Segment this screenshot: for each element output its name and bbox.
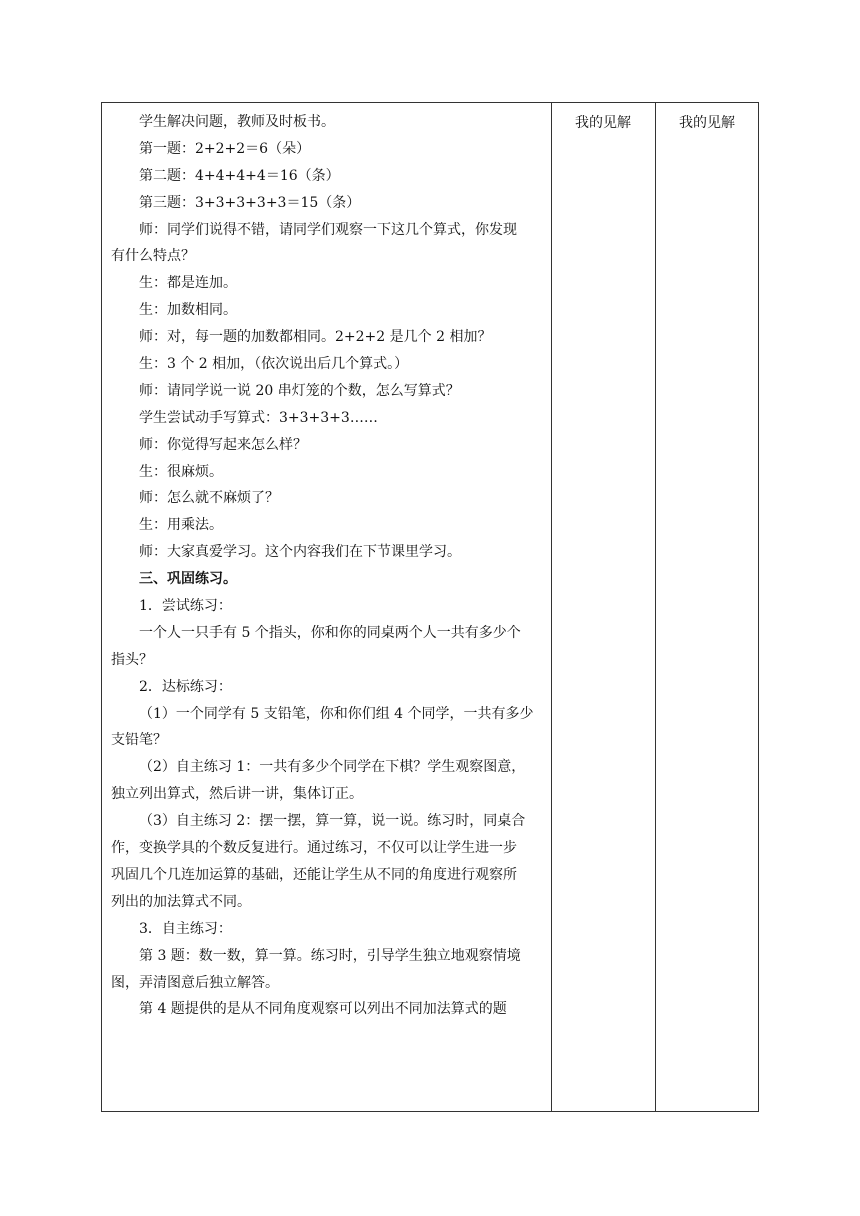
text-line: 生：很麻烦。 [139,463,223,480]
text-line: 学生尝试动手写算式：3+3+3+3…… [139,409,378,426]
text-line: 第 3 题：数一数，算一算。练习时，引导学生独立地观察情境 [139,947,521,964]
text-line: 生：加数相同。 [139,302,237,319]
opinion-column-header: 我的见解 [575,115,631,131]
text-line: 3．自主练习： [139,920,232,937]
text-line: 独立列出算式，然后讲一讲，集体订正。 [111,786,363,803]
text-line: 一个人一只手有 5 个指头，你和你的同桌两个人一共有多少个 [139,624,521,641]
text-line: 第二题：4+4+4+4＝16（条） [139,167,340,184]
text-line: 1．尝试练习： [139,598,232,615]
text-line: 学生解决问题，教师及时板书。 [139,114,335,130]
text-line: 支铅笔？ [111,732,167,749]
lesson-table [101,102,759,1112]
text-line: 第三题：3+3+3+3+3＝15（条） [139,194,361,211]
lesson-content [102,103,551,1026]
text-line: 第 4 题提供的是从不同角度观察可以列出不同加法算式的题 [139,1001,507,1018]
text-line: （1）一个同学有 5 支铅笔，你和你们组 4 个同学，一共有多少 [139,705,534,722]
text-line: 师：同学们说得不错，请同学们观察一下这几个算式，你发现 [139,221,517,238]
text-line: （2）自主练习 1：一共有多少个同学在下棋？学生观察图意， [139,759,526,776]
text-line: （3）自主练习 2：摆一摆，算一算，说一说。练习时，同桌合 [139,813,526,830]
text-line: 列出的加法算式不同。 [111,893,251,910]
column-divider [551,103,552,1111]
text-line: 作，变换学具的个数反复进行。通过练习，不仅可以让学生进一步 [111,840,517,857]
section-heading: 三、巩固练习。 [139,571,237,588]
text-line: 师：请同学说一说 20 串灯笼的个数，怎么写算式？ [139,382,460,399]
text-line: 生：3 个 2 相加，（依次说出后几个算式。） [139,356,409,373]
text-line: 师：大家真爱学习。这个内容我们在下节课里学习。 [139,544,461,561]
text-line: 图，弄清图意后独立解答。 [111,974,279,991]
opinion-column-header: 我的见解 [679,115,735,131]
text-line: 2．达标练习： [139,678,232,695]
text-line: 师：怎么就不麻烦了？ [139,490,279,507]
text-line: 师：对，每一题的加数都相同。2+2+2 是几个 2 相加？ [139,329,492,346]
text-line: 第一题：2+2+2＝6（朵） [139,140,311,157]
text-line: 生：用乘法。 [139,517,223,534]
text-line: 指头？ [111,651,153,668]
column-divider [655,103,656,1111]
text-line: 巩固几个几连加运算的基础，还能让学生从不同的角度进行观察所 [111,866,517,883]
text-line: 生：都是连加。 [139,275,237,292]
text-line: 师：你觉得写起来怎么样？ [139,436,307,453]
text-line: 有什么特点？ [111,248,195,265]
